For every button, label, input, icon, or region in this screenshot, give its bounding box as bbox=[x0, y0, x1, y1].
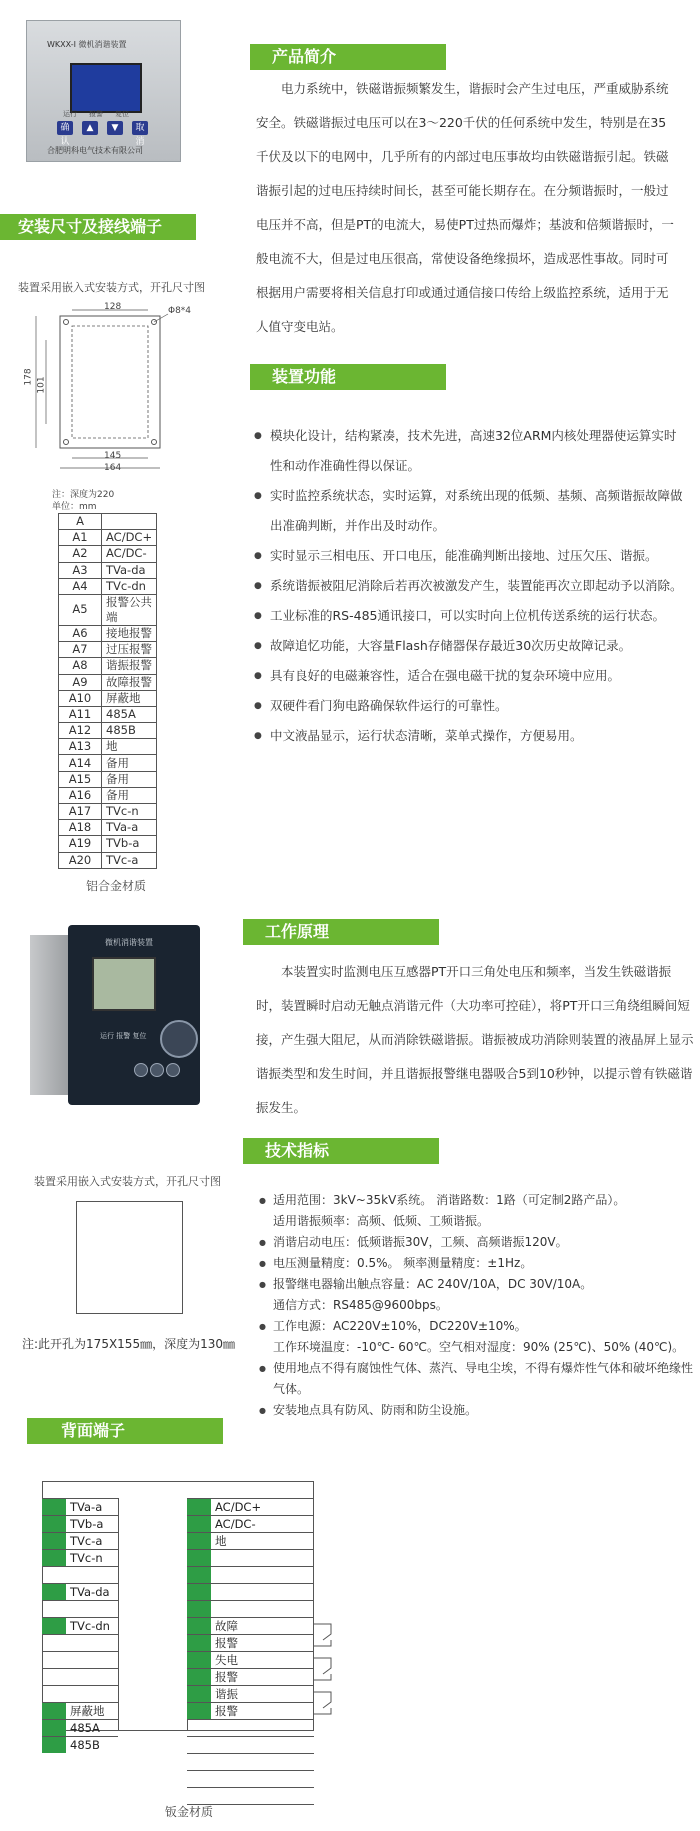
back-terminal-label: 故障 bbox=[215, 1619, 238, 1633]
dim-bottom-inner: 145 bbox=[104, 451, 122, 461]
spec-item: ● 适用范围：3kV~35kV系统。 消谐路数：1路（可定制2路产品）。 bbox=[259, 1190, 695, 1211]
mount-hole bbox=[152, 440, 157, 445]
terminal-row bbox=[59, 578, 157, 594]
back-terminal-row bbox=[187, 1532, 314, 1549]
spec-item: ● 电压测量精度：0.5%。 频率测量精度：±1Hz。 bbox=[259, 1253, 695, 1274]
terminal-function: 备用 bbox=[102, 787, 157, 803]
terminal-function: 谐振报警 bbox=[102, 658, 157, 674]
terminal-row bbox=[59, 690, 157, 706]
device-side-lcd bbox=[92, 957, 156, 1011]
back-terminal-row bbox=[187, 1753, 314, 1770]
back-terminal-row bbox=[42, 1736, 118, 1753]
back-terminal-row bbox=[42, 1566, 118, 1583]
back-terminal-row bbox=[42, 1532, 118, 1549]
terminal-function: 报警公共端 bbox=[102, 594, 157, 625]
function-item: ● 具有良好的电磁兼容性，适合在强电磁干扰的复杂环境中应用。 bbox=[254, 661, 684, 691]
terminal-id: A9 bbox=[59, 674, 102, 690]
back-terminal-label: AC/DC+ bbox=[215, 1500, 262, 1514]
terminal-pin-marker bbox=[42, 1550, 66, 1566]
back-terminal-row bbox=[42, 1600, 118, 1617]
functions-list bbox=[254, 421, 684, 751]
back-terminal-row bbox=[42, 1702, 118, 1719]
intro-header: 产品简介 bbox=[250, 44, 446, 70]
terminal-row bbox=[59, 706, 157, 722]
back-terminal-label: 485A bbox=[70, 1721, 100, 1735]
terminal-id: A4 bbox=[59, 578, 102, 594]
terminal-id: A8 bbox=[59, 658, 102, 674]
terminal-pin-marker bbox=[187, 1516, 211, 1532]
terminal-id: A10 bbox=[59, 690, 102, 706]
terminal-pin-marker bbox=[187, 1635, 211, 1651]
dim-top: 128 bbox=[104, 302, 122, 312]
terminal-pin-marker bbox=[42, 1516, 66, 1532]
back-terminal-label: 报警 bbox=[215, 1636, 238, 1650]
terminal-function: 备用 bbox=[102, 771, 157, 787]
terminal-id: A17 bbox=[59, 804, 102, 820]
terminal-pin-marker bbox=[187, 1567, 211, 1583]
terminal-header-cell: A bbox=[59, 514, 102, 530]
terminal-pin-marker bbox=[187, 1669, 211, 1685]
terminal-row bbox=[59, 658, 157, 674]
terminal-function: TVc-n bbox=[102, 804, 157, 820]
terminal-pin-marker bbox=[187, 1686, 211, 1702]
terminal-id: A11 bbox=[59, 706, 102, 722]
terminal-row bbox=[59, 820, 157, 836]
back-header: 背面端子 bbox=[27, 1418, 223, 1444]
outer-panel-outline bbox=[60, 316, 160, 448]
terminal-row bbox=[59, 562, 157, 578]
back-divider-left bbox=[118, 1498, 119, 1731]
terminal-row bbox=[59, 546, 157, 562]
terminal-pin-marker bbox=[187, 1550, 211, 1566]
device-navigation-pad bbox=[160, 1020, 198, 1058]
device-housing bbox=[30, 935, 70, 1095]
device-side-image bbox=[30, 925, 200, 1105]
terminal-row bbox=[59, 739, 157, 755]
function-item: ● 中文液晶显示，运行状态清晰，菜单式操作，方便易用。 bbox=[254, 721, 684, 751]
terminal-pin-marker bbox=[42, 1720, 66, 1736]
device-front-panel bbox=[68, 925, 200, 1105]
back-terminal-row bbox=[187, 1549, 314, 1566]
back-terminal-row bbox=[187, 1719, 314, 1736]
back-terminal-row bbox=[187, 1515, 314, 1532]
back-terminal-label: 失电 bbox=[215, 1653, 238, 1667]
terminal-pin-marker bbox=[187, 1533, 211, 1549]
back-terminal-row bbox=[187, 1702, 314, 1719]
function-item: ● 模块化设计，结构紧凑，技术先进，高速32位ARM内核处理器使运算实时性和动作准确性得以保证。 bbox=[254, 421, 684, 481]
device-title: WKXX-Ⅰ 微机消谐装置 bbox=[47, 40, 127, 49]
back-terminal-row bbox=[187, 1498, 314, 1515]
specs-note: 注:此开孔为175X155㎜，深度为130㎜ bbox=[22, 1337, 235, 1351]
terminal-row bbox=[59, 787, 157, 803]
terminal-function: 过压报警 bbox=[102, 642, 157, 658]
terminal-id: A6 bbox=[59, 625, 102, 641]
back-terminal-label: 谐振 bbox=[215, 1687, 238, 1701]
principle-header: 工作原理 bbox=[243, 919, 439, 945]
terminal-pin-marker bbox=[187, 1618, 211, 1634]
relay-contact-lines bbox=[313, 1618, 363, 1718]
back-terminal-row bbox=[42, 1651, 118, 1668]
terminal-function: AC/DC- bbox=[102, 546, 157, 562]
terminal-pin-marker bbox=[42, 1618, 66, 1634]
cutout-outline bbox=[72, 326, 148, 438]
terminal-id: A14 bbox=[59, 755, 102, 771]
function-item: ● 实时监控系统状态，实时运算，对系统出现的低频、基频、高频谐振故障做出准确判断，并作出及时动作。 bbox=[254, 481, 684, 541]
terminal-function: 屏蔽地 bbox=[102, 690, 157, 706]
terminal-pin-marker bbox=[187, 1652, 211, 1668]
terminal-id: A2 bbox=[59, 546, 102, 562]
dim-left-outer: 178 bbox=[23, 368, 34, 386]
device-key-cancel: 取消 bbox=[132, 121, 148, 135]
mount-hole bbox=[64, 440, 69, 445]
back-terminal-row bbox=[42, 1498, 118, 1515]
terminal-header-blank bbox=[102, 514, 157, 530]
device-brand: 合肥明科电气技术有限公司 bbox=[47, 146, 143, 155]
back-terminal-label: TVa-da bbox=[70, 1585, 110, 1599]
terminal-row bbox=[59, 530, 157, 546]
terminal-row bbox=[59, 594, 157, 625]
cutout-square bbox=[76, 1201, 183, 1314]
back-terminal-row bbox=[42, 1668, 118, 1685]
back-terminal-row bbox=[187, 1685, 314, 1702]
terminal-id: A13 bbox=[59, 739, 102, 755]
back-terminal-label: 地 bbox=[215, 1534, 227, 1548]
terminal-function: 故障报警 bbox=[102, 674, 157, 690]
back-terminal-row bbox=[187, 1566, 314, 1583]
terminal-table-header bbox=[59, 514, 157, 530]
spec-item: ● 消谐启动电压：低频谐振30V，工频、高频谐振120V。 bbox=[259, 1232, 695, 1253]
key-label-alarm: 报警 bbox=[89, 110, 103, 118]
back-terminal-row bbox=[42, 1685, 118, 1702]
principle-text: 本装置实时监测电压互感器PT开口三角处电压和频率，当发生铁磁谐振时，装置瞬时启动无触点消谐元件（大功率可控硅），将PT开口三角绕组瞬间短接，产生强大阻尼，从而消除铁磁谐振。谐振被成功消除则装置的液晶屏上显示谐振类型和发生时间，并且谐振报警继电器吸合5到10秒钟，以提示曾有铁磁谐振发生。 bbox=[256, 964, 694, 1115]
terminal-pin-marker bbox=[42, 1703, 66, 1719]
terminal-id: A20 bbox=[59, 852, 102, 868]
terminal-row bbox=[59, 674, 157, 690]
terminal-row bbox=[59, 642, 157, 658]
device-button bbox=[150, 1063, 164, 1077]
intro-text: 电力系统中，铁磁谐振频繁发生，谐振时会产生过电压，严重威胁系统安全。铁磁谐振过电压可以在3～220千伏的任何系统中发生，特别是在35千伏及以下的电网中，几乎所有的内部过电压事故均由铁磁谐振引起。铁磁谐振引起的过电压持续时间长，甚至可能长期存在。在分频谐振时，一般过电压并不高，但是PT的电流大，易使PT过热而爆炸；基波和倍频谐振时，一般电流不大，但是过电压很高，常使设备绝缘损坏，造成恶性事故。同时可根据用户需要将相关信息打印或通过通信接口传给上级监控系统，适用于无人值守变电站。 bbox=[256, 81, 674, 334]
terminal-id: A19 bbox=[59, 836, 102, 852]
install-note-unit: 单位：mm bbox=[52, 502, 97, 512]
function-item: ● 工业标准的RS-485通讯接口，可以实时向上位机传送系统的运行状态。 bbox=[254, 601, 684, 631]
back-terminal-row bbox=[42, 1634, 118, 1651]
back-terminal-label: 485B bbox=[70, 1738, 100, 1752]
terminal-id: A18 bbox=[59, 820, 102, 836]
back-terminal-row bbox=[187, 1617, 314, 1634]
spec-item: 通信方式：RS485@9600bps。 bbox=[273, 1298, 448, 1312]
terminal-function: 485B bbox=[102, 723, 157, 739]
terminal-id: A15 bbox=[59, 771, 102, 787]
spec-item: ● 安装地点具有防风、防雨和防尘设施。 bbox=[259, 1400, 695, 1421]
mount-hole bbox=[64, 320, 69, 325]
terminal-pin-marker bbox=[187, 1601, 211, 1617]
terminal-pin-marker bbox=[42, 1533, 66, 1549]
spec-item: ● 报警继电器输出触点容量：AC 240V/10A，DC 30V/10A。 bbox=[259, 1274, 695, 1295]
back-terminal-row bbox=[187, 1668, 314, 1685]
terminal-function: TVc-dn bbox=[102, 578, 157, 594]
back-terminal-row bbox=[42, 1617, 118, 1634]
device-button bbox=[134, 1063, 148, 1077]
terminal-function: TVa-a bbox=[102, 820, 157, 836]
device-side-labels: 运行 报警 复位 bbox=[100, 1032, 147, 1040]
terminal-pin-marker bbox=[187, 1499, 211, 1515]
function-item: ● 系统谐振被阻尼消除后若再次被激发产生，装置能再次立即起动予以消除。 bbox=[254, 571, 684, 601]
spec-item: 适用谐振频率：高频、低频、工频谐振。 bbox=[273, 1214, 490, 1228]
back-terminal-row bbox=[42, 1515, 118, 1532]
key-label-reset: 复位 bbox=[115, 110, 129, 118]
spec-item: ● 使用地点不得有腐蚀性气体、蒸汽、导电尘埃，不得有爆炸性气体和破坏绝缘性气体。 bbox=[259, 1358, 695, 1400]
back-terminal-row bbox=[187, 1634, 314, 1651]
dim-hole: Φ8*4 bbox=[168, 306, 192, 316]
back-terminal-row bbox=[187, 1787, 314, 1804]
back-terminal-label: 报警 bbox=[215, 1704, 238, 1718]
terminal-function: TVb-a bbox=[102, 836, 157, 852]
terminal-pin-marker bbox=[187, 1703, 211, 1719]
terminal-id: A12 bbox=[59, 723, 102, 739]
terminal-pin-marker bbox=[42, 1737, 66, 1753]
terminal-function: TVa-da bbox=[102, 562, 157, 578]
back-terminal-row bbox=[42, 1549, 118, 1566]
device-key-confirm: 确认 bbox=[57, 121, 73, 135]
functions-header: 装置功能 bbox=[250, 364, 446, 390]
terminal-pin-marker bbox=[42, 1584, 66, 1600]
back-terminal-label: TVc-a bbox=[70, 1534, 103, 1548]
function-item: ● 双硬件看门狗电路确保软件运行的可靠性。 bbox=[254, 691, 684, 721]
terminal-function: TVc-a bbox=[102, 852, 157, 868]
back-terminal-label: TVb-a bbox=[70, 1517, 104, 1531]
device-key-up: ▲ bbox=[82, 121, 98, 135]
function-item: ● 故障追忆功能，大容量Flash存储器保存最近30次历史故障记录。 bbox=[254, 631, 684, 661]
function-item: ● 实时显示三相电压、开口电压，能准确判断出接地、过压欠压、谐振。 bbox=[254, 541, 684, 571]
back-material: 钣金材质 bbox=[165, 1805, 214, 1819]
back-terminal-top-strip bbox=[42, 1481, 314, 1498]
terminal-function: 接地报警 bbox=[102, 625, 157, 641]
terminal-row bbox=[59, 836, 157, 852]
terminal-row bbox=[59, 755, 157, 771]
terminal-function: 485A bbox=[102, 706, 157, 722]
terminal-table bbox=[58, 513, 157, 869]
back-terminal-row bbox=[42, 1719, 118, 1736]
back-terminal-label: TVc-n bbox=[70, 1551, 103, 1565]
back-terminal-row bbox=[187, 1583, 314, 1600]
back-terminal-row bbox=[187, 1736, 314, 1753]
spec-item: ● 工作电源：AC220V±10%，DC220V±10%。 bbox=[259, 1316, 695, 1337]
specs-caption: 装置采用嵌入式安装方式，开孔尺寸图 bbox=[34, 1175, 221, 1188]
back-terminal-label: AC/DC- bbox=[215, 1517, 256, 1531]
terminal-row bbox=[59, 771, 157, 787]
dim-left-inner: 101 bbox=[36, 376, 47, 394]
terminal-function: AC/DC+ bbox=[102, 530, 157, 546]
terminal-id: A3 bbox=[59, 562, 102, 578]
install-material: 铝合金材质 bbox=[86, 879, 147, 893]
back-terminal-row bbox=[42, 1583, 118, 1600]
back-terminal-label: 屏蔽地 bbox=[70, 1704, 105, 1718]
back-terminal-label: 报警 bbox=[215, 1670, 238, 1684]
device-front-image bbox=[26, 20, 181, 162]
specs-header: 技术指标 bbox=[243, 1138, 439, 1164]
device-key-down: ▼ bbox=[107, 121, 123, 135]
terminal-id: A1 bbox=[59, 530, 102, 546]
terminal-row bbox=[59, 723, 157, 739]
specs-list bbox=[259, 1190, 695, 1421]
install-note-depth: 注：深度为220 bbox=[52, 490, 115, 500]
device-lcd bbox=[70, 63, 142, 113]
terminal-function: 备用 bbox=[102, 755, 157, 771]
back-terminal-label: TVa-a bbox=[70, 1500, 103, 1514]
back-terminal-row bbox=[187, 1770, 314, 1787]
back-terminal-row bbox=[187, 1651, 314, 1668]
terminal-row bbox=[59, 852, 157, 868]
back-terminal-label: TVc-dn bbox=[70, 1619, 110, 1633]
device-side-title: 微机消谐装置 bbox=[105, 938, 153, 947]
back-terminal-row bbox=[187, 1600, 314, 1617]
terminal-id: A16 bbox=[59, 787, 102, 803]
terminal-pin-marker bbox=[42, 1499, 66, 1515]
terminal-row bbox=[59, 804, 157, 820]
terminal-row bbox=[59, 625, 157, 641]
terminal-pin-marker bbox=[187, 1584, 211, 1600]
key-label-run: 运行 bbox=[63, 110, 77, 118]
spec-item: 工作环境温度：-10℃- 60℃。空气相对湿度：90% (25℃)、50% (40℃)。 bbox=[273, 1340, 685, 1354]
terminal-id: A5 bbox=[59, 594, 102, 625]
terminal-function: 地 bbox=[102, 739, 157, 755]
device-button bbox=[166, 1063, 180, 1077]
install-caption: 装置采用嵌入式安装方式，开孔尺寸图 bbox=[18, 281, 205, 294]
install-header: 安装尺寸及接线端子 bbox=[0, 214, 196, 240]
dim-bottom-outer: 164 bbox=[104, 463, 122, 473]
terminal-id: A7 bbox=[59, 642, 102, 658]
